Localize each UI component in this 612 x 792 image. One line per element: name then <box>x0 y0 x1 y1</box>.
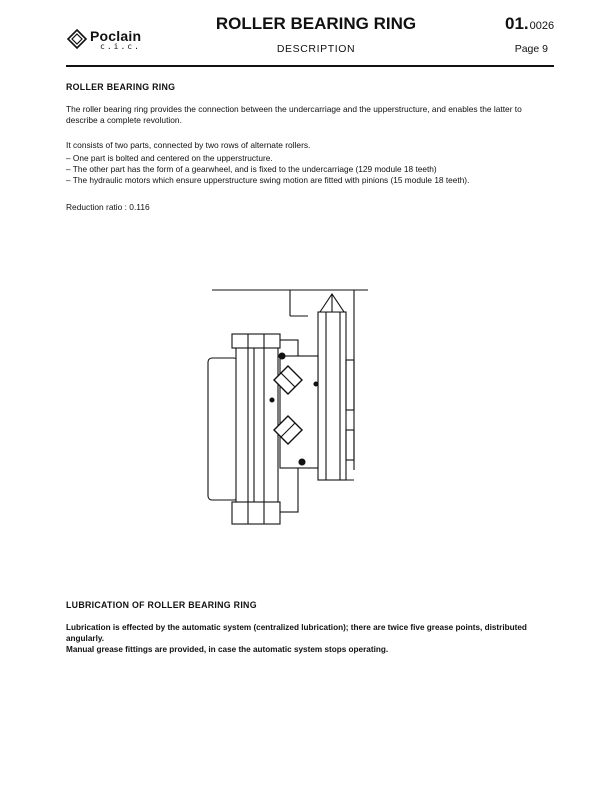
document-number <box>505 14 554 34</box>
document-number-main: 01. <box>505 14 529 33</box>
lubrication-text: Lubrication is effected by the automatic system (centralized lubrication); there are twice five grease points, distributed angularly. <box>66 623 527 643</box>
diamond-logo-icon <box>66 28 88 50</box>
logo-wordmark: Poclain <box>90 28 142 44</box>
intro-paragraph <box>66 104 554 126</box>
poclain-logo <box>66 26 176 52</box>
page-header <box>0 0 612 70</box>
header-divider <box>66 65 554 67</box>
list-item: – The other part has the form of a gearwheel, and is fixed to the undercarriage (129 module 18 teeth) <box>66 164 437 174</box>
intro-text: The roller bearing ring provides the connection between the undercarriage and the upperstructure, and enables the latter to describe a complete revolution. <box>66 104 522 125</box>
manual-grease-text: Manual grease fittings are provided, in case the automatic system stops operating. <box>66 645 389 654</box>
page-title: ROLLER BEARING RING <box>215 14 417 33</box>
composition-text: It consists of two parts, connected by two rows of alternate rollers. <box>66 140 311 150</box>
section-heading-roller-bearing: ROLLER BEARING RING <box>66 82 176 92</box>
composition-paragraph <box>66 140 554 151</box>
bearing-cross-section-illustration <box>190 280 390 540</box>
parts-list <box>66 153 556 186</box>
list-item: – The hydraulic motors which ensure upperstructure swing motion are fitted with pinions (15 module 18 teeth). <box>66 175 470 185</box>
lubrication-paragraph <box>66 622 554 655</box>
roller-bearing-ring-diagram <box>190 280 390 540</box>
logo-subtext: c.i.c. <box>100 42 141 51</box>
page-subtitle: DESCRIPTION <box>276 43 356 55</box>
section-heading-lubrication: LUBRICATION OF ROLLER BEARING RING <box>66 600 257 610</box>
reduction-ratio: Reduction ratio : 0.116 <box>66 202 150 212</box>
document-number-suffix: 0026 <box>529 20 555 32</box>
page-number: Page 9 <box>514 43 548 55</box>
list-item: – One part is bolted and centered on the upperstructure. <box>66 153 273 163</box>
